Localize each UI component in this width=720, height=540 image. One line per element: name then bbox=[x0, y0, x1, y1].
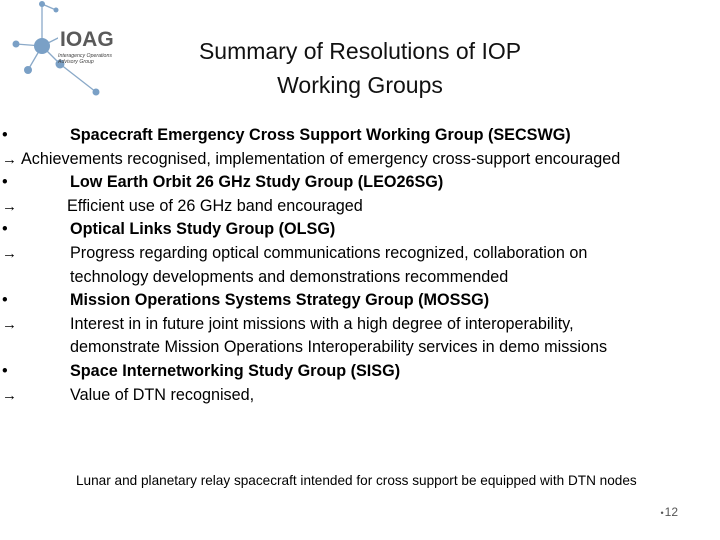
network-logo-icon bbox=[8, 0, 128, 100]
arrow-right-icon: → bbox=[2, 244, 17, 262]
arrow-right-icon: → bbox=[2, 386, 17, 404]
list-item bbox=[2, 360, 702, 384]
page-title bbox=[160, 34, 560, 102]
list-item bbox=[2, 289, 702, 313]
list-item bbox=[2, 242, 702, 266]
list-item bbox=[2, 124, 702, 148]
ioag-logo bbox=[8, 0, 128, 100]
logo-line2: Advisory Group bbox=[58, 59, 94, 65]
list-item bbox=[2, 313, 702, 337]
resolution-text: Interest in in future joint missions with a high degree of interoperability, bbox=[70, 314, 574, 333]
resolution-continuation: demonstrate Mission Operations Interoperability services in demo missions bbox=[70, 338, 608, 357]
page-number bbox=[660, 505, 678, 519]
sub-note: Lunar and planetary relay spacecraft intended for cross support be equipped with DTN nodes bbox=[76, 473, 637, 488]
page-dot: • bbox=[660, 507, 664, 518]
list-item bbox=[2, 384, 702, 408]
resolution-continuation: technology developments and demonstrations recommended bbox=[70, 267, 509, 286]
title-line-1: Summary of Resolutions of IOP bbox=[198, 38, 522, 64]
resolution-text: Progress regarding optical communications recognized, collaboration on bbox=[70, 243, 588, 262]
list-item bbox=[2, 148, 702, 172]
page-number-value: 12 bbox=[664, 505, 678, 519]
resolution-text: Efficient use of 26 GHz band encouraged bbox=[67, 196, 363, 215]
bullet-icon: • bbox=[2, 291, 8, 310]
arrow-right-icon: → bbox=[2, 197, 17, 215]
resolution-text: Achievements recognised, implementation of emergency cross-support encouraged bbox=[21, 149, 621, 168]
logo-line1: Interagency Operations bbox=[58, 53, 112, 59]
list-item bbox=[2, 218, 702, 242]
resolution-text: Value of DTN recognised, bbox=[70, 385, 255, 404]
group-name: Optical Links Study Group (OLSG) bbox=[70, 220, 336, 239]
arrow-right-icon: → bbox=[2, 150, 17, 168]
arrow-right-icon: → bbox=[2, 315, 17, 333]
logo-name: IOAG bbox=[60, 28, 114, 51]
group-name: Spacecraft Emergency Cross Support Working Group (SECSWG) bbox=[70, 126, 571, 144]
bullet-icon: • bbox=[2, 220, 8, 239]
group-name: Mission Operations Systems Strategy Group (MOSSG) bbox=[70, 291, 490, 310]
group-name: Space Internetworking Study Group (SISG) bbox=[70, 361, 401, 380]
bullet-icon: • bbox=[2, 173, 8, 192]
group-name: Low Earth Orbit 26 GHz Study Group (LEO26SG) bbox=[70, 173, 444, 192]
list-item bbox=[2, 171, 702, 195]
resolutions-list bbox=[2, 124, 702, 407]
title-line-2: Working Groups bbox=[277, 72, 443, 98]
list-item bbox=[2, 195, 702, 219]
bullet-icon: • bbox=[2, 361, 8, 380]
bullet-icon: • bbox=[2, 126, 8, 144]
